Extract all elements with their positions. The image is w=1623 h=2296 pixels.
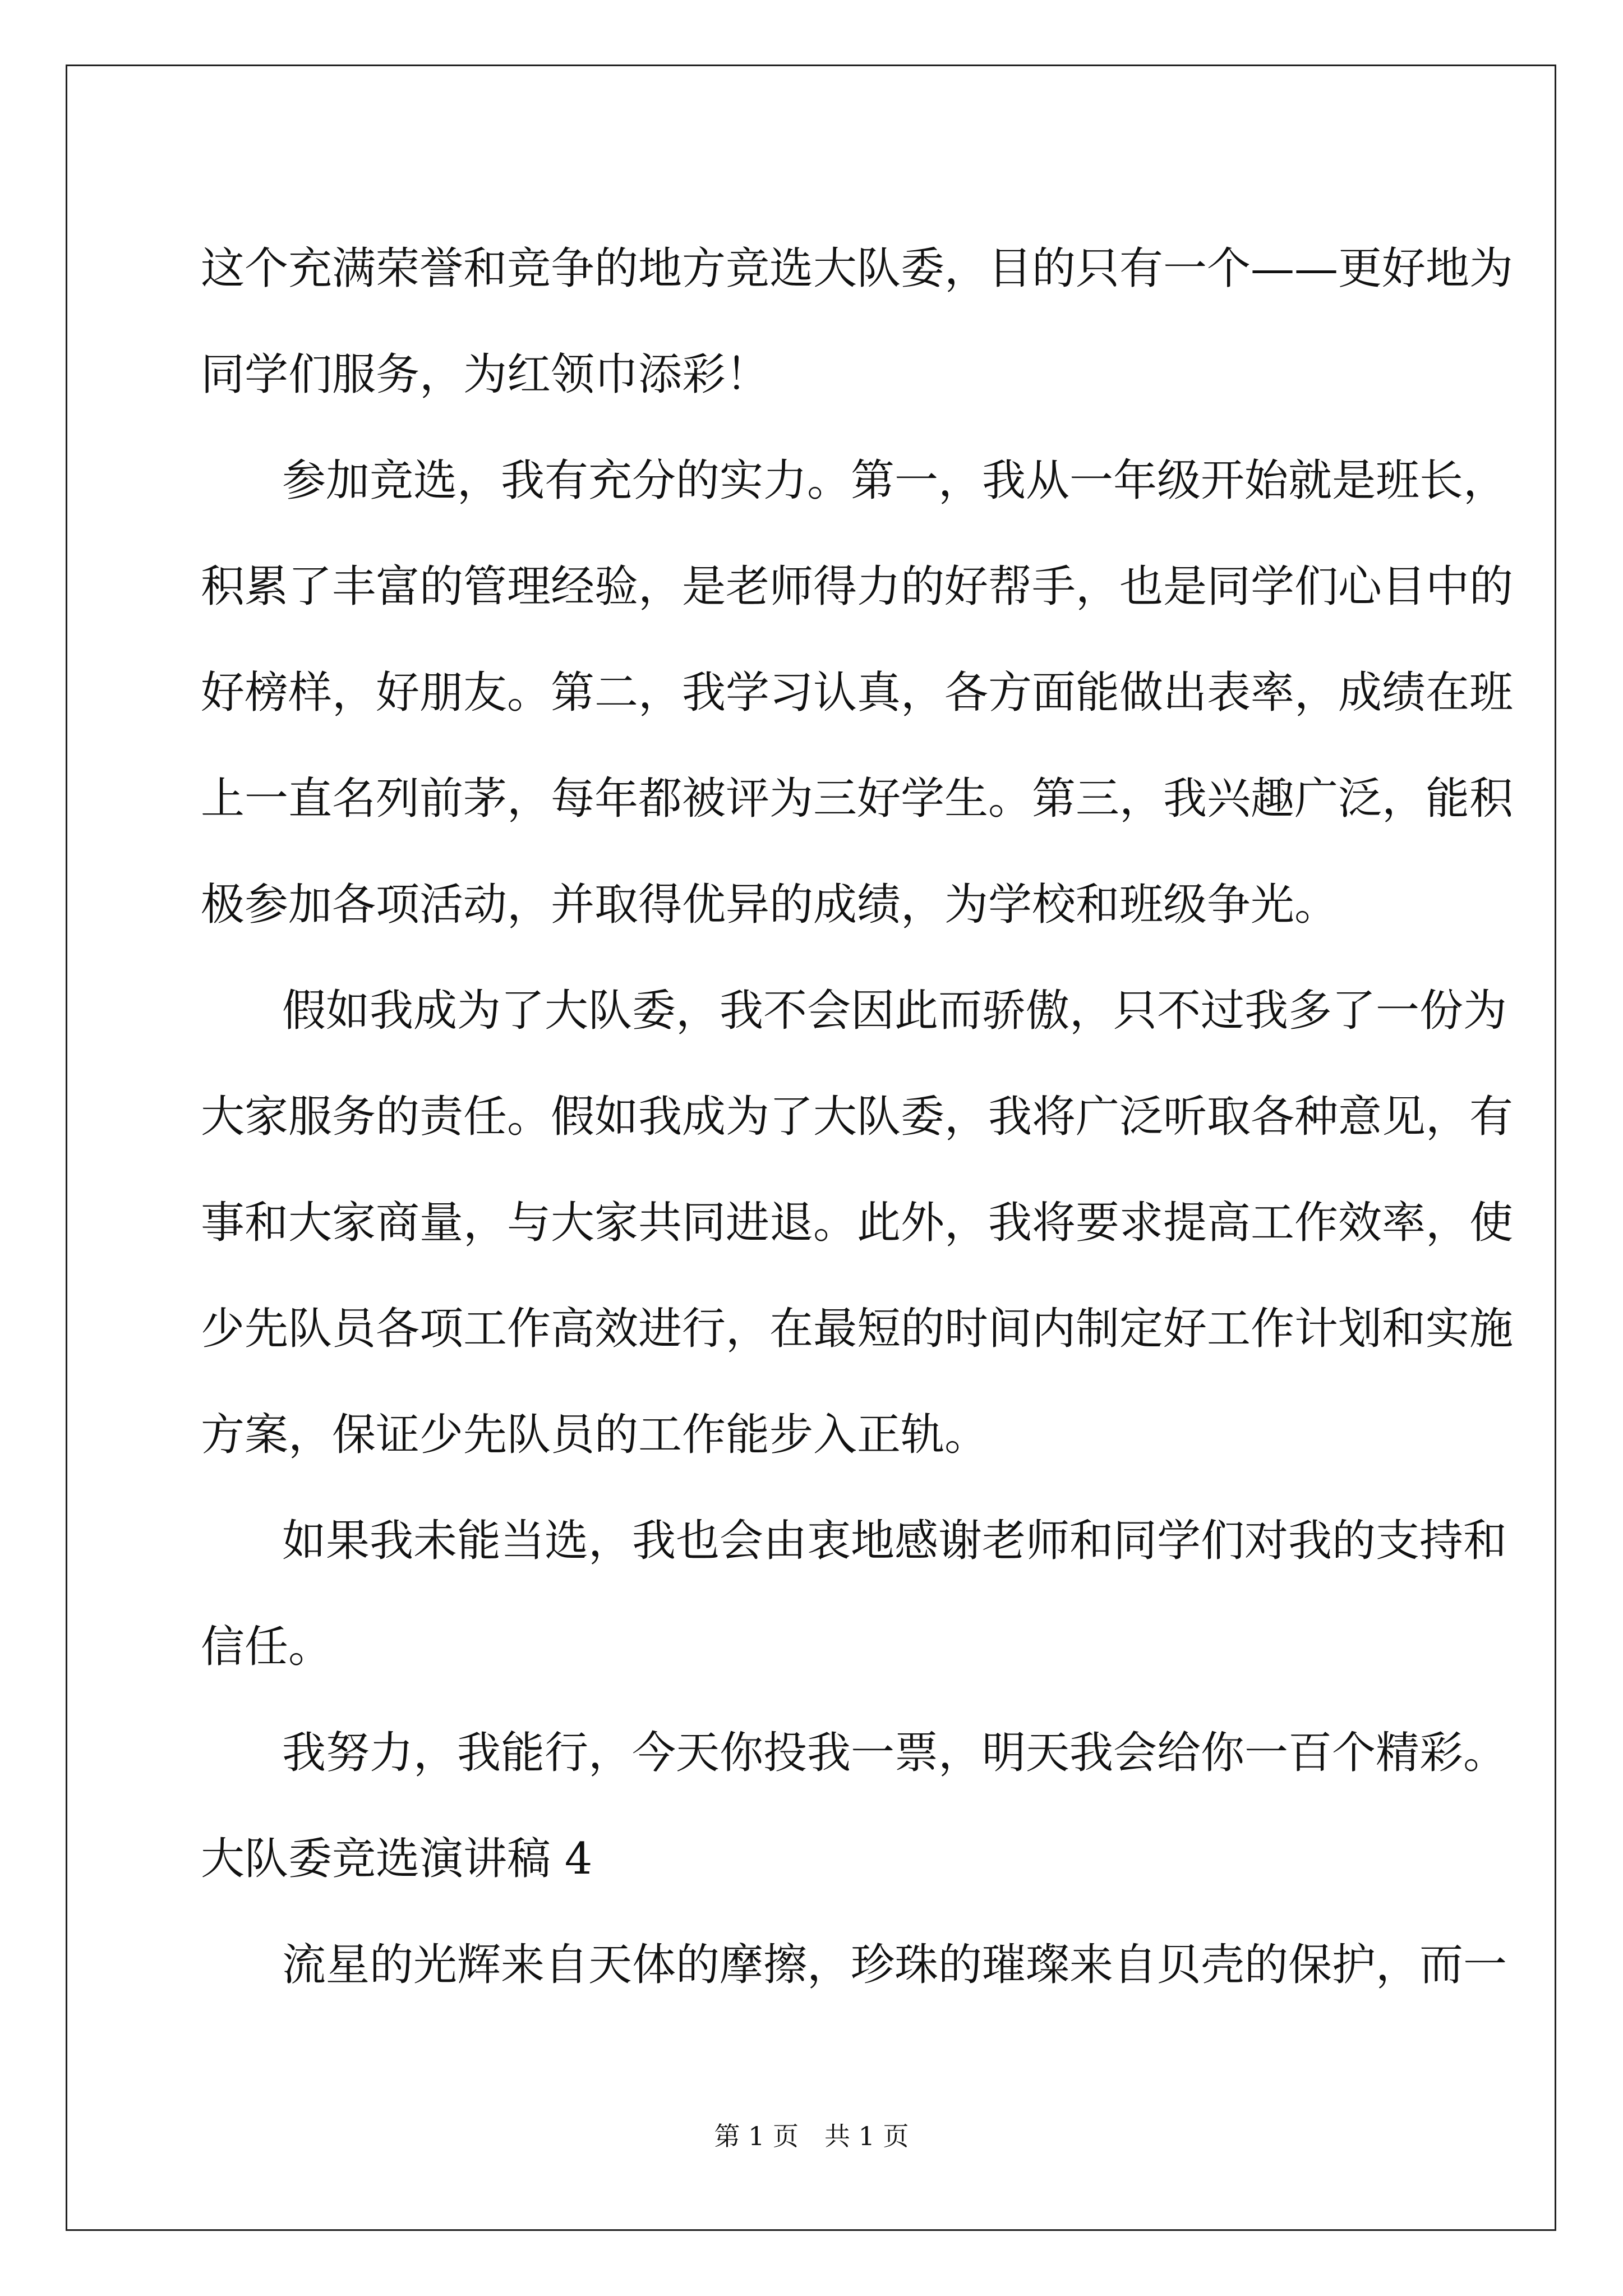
text-line: 方案，保证少先队员的工作能步入正轨。 bbox=[201, 1410, 989, 1460]
text-line: 极参加各项活动，并取得优异的成绩，为学校和班级争光。 bbox=[201, 880, 1339, 930]
text-line: 假如我成为了大队委，我不会因此而骄傲，只不过我多了一份为 bbox=[282, 986, 1507, 1036]
text-line: 这个充满荣誉和竞争的地方竞选大队委，目的只有一个——更好地为 bbox=[201, 243, 1514, 294]
text-line: 流星的光辉来自天体的摩擦，珍珠的璀璨来自贝壳的保护，而一 bbox=[282, 1940, 1507, 1990]
text-line: 参加竞选，我有充分的实力。第一，我从一年级开始就是班长， bbox=[282, 455, 1507, 506]
page-number-label: 第 1 页 共 1 页 bbox=[714, 2121, 909, 2151]
text-line: 同学们服务，为红领巾添彩！ bbox=[201, 349, 770, 400]
text-line: 积累了丰富的管理经验，是老师得力的好帮手，也是同学们心目中的 bbox=[201, 562, 1514, 612]
text-line: 如果我未能当选，我也会由衷地感谢老师和同学们对我的支持和 bbox=[282, 1516, 1507, 1566]
text-line: 大家服务的责任。假如我成为了大队委，我将广泛听取各种意见，有 bbox=[201, 1092, 1514, 1142]
text-line: 上一直名列前茅，每年都被评为三好学生。第三，我兴趣广泛，能积 bbox=[201, 774, 1514, 824]
text-line: 我努力，我能行，今天你投我一票，明天我会给你一百个精彩。 bbox=[282, 1728, 1507, 1778]
document-body bbox=[201, 216, 1514, 2018]
section-heading: 大队委竞选演讲稿 4 bbox=[201, 1834, 593, 1884]
text-line: 事和大家商量，与大家共同进退。此外，我将要求提高工作效率，使 bbox=[201, 1198, 1514, 1248]
text-line: 少先队员各项工作高效进行，在最短的时间内制定好工作计划和实施 bbox=[201, 1304, 1514, 1354]
text-line: 信任。 bbox=[201, 1622, 333, 1672]
page-footer bbox=[0, 2119, 1623, 2153]
text-line: 好榜样，好朋友。第二，我学习认真，各方面能做出表率，成绩在班 bbox=[201, 668, 1514, 718]
